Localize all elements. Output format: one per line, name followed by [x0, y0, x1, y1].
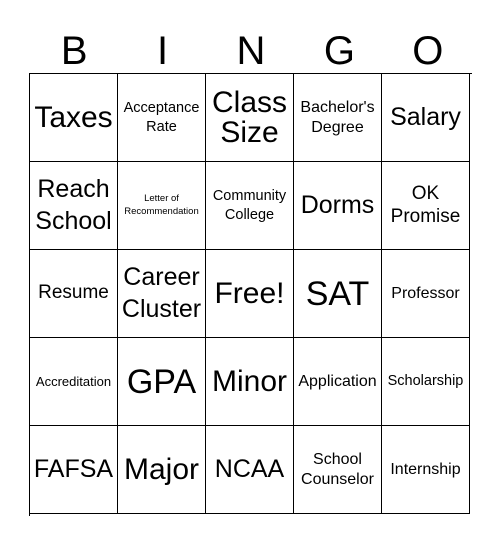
- bingo-cell[interactable]: Class Size: [206, 74, 294, 162]
- bingo-header: [30, 28, 472, 74]
- bingo-cell[interactable]: NCAA: [206, 426, 294, 514]
- bingo-cell[interactable]: FAFSA: [30, 426, 118, 514]
- bingo-cell[interactable]: Career Cluster: [118, 250, 206, 338]
- bingo-cell[interactable]: Acceptance Rate: [118, 74, 206, 162]
- bingo-cell[interactable]: Professor: [382, 250, 470, 338]
- header-letter-i: I: [157, 29, 169, 73]
- bingo-cell[interactable]: Internship: [382, 426, 470, 514]
- bingo-cell[interactable]: Salary: [382, 74, 470, 162]
- header-letter-o: O: [412, 29, 444, 73]
- header-letter-b: B: [60, 29, 88, 73]
- bingo-cell[interactable]: Bachelor's Degree: [294, 74, 382, 162]
- bingo-cell[interactable]: Letter of Recommendation: [118, 162, 206, 250]
- bingo-cell[interactable]: Dorms: [294, 162, 382, 250]
- bingo-cell[interactable]: GPA: [118, 338, 206, 426]
- bingo-cell[interactable]: School Counselor: [294, 426, 382, 514]
- bingo-cell[interactable]: Major: [118, 426, 206, 514]
- bingo-cell[interactable]: Reach School: [30, 162, 118, 250]
- bingo-cell[interactable]: Accreditation: [30, 338, 118, 426]
- header-letter-g: G: [323, 29, 355, 73]
- bingo-grid: [29, 73, 472, 516]
- bingo-cell[interactable]: SAT: [294, 250, 382, 338]
- bingo-cell[interactable]: Resume: [30, 250, 118, 338]
- bingo-cell[interactable]: Scholarship: [382, 338, 470, 426]
- bingo-cell[interactable]: Application: [294, 338, 382, 426]
- bingo-cell[interactable]: Minor: [206, 338, 294, 426]
- bingo-cell[interactable]: OK Promise: [382, 162, 470, 250]
- bingo-cell[interactable]: Taxes: [30, 74, 118, 162]
- header-letter-n: N: [236, 29, 266, 73]
- free-space-cell[interactable]: Free!: [206, 250, 294, 338]
- bingo-cell[interactable]: Community College: [206, 162, 294, 250]
